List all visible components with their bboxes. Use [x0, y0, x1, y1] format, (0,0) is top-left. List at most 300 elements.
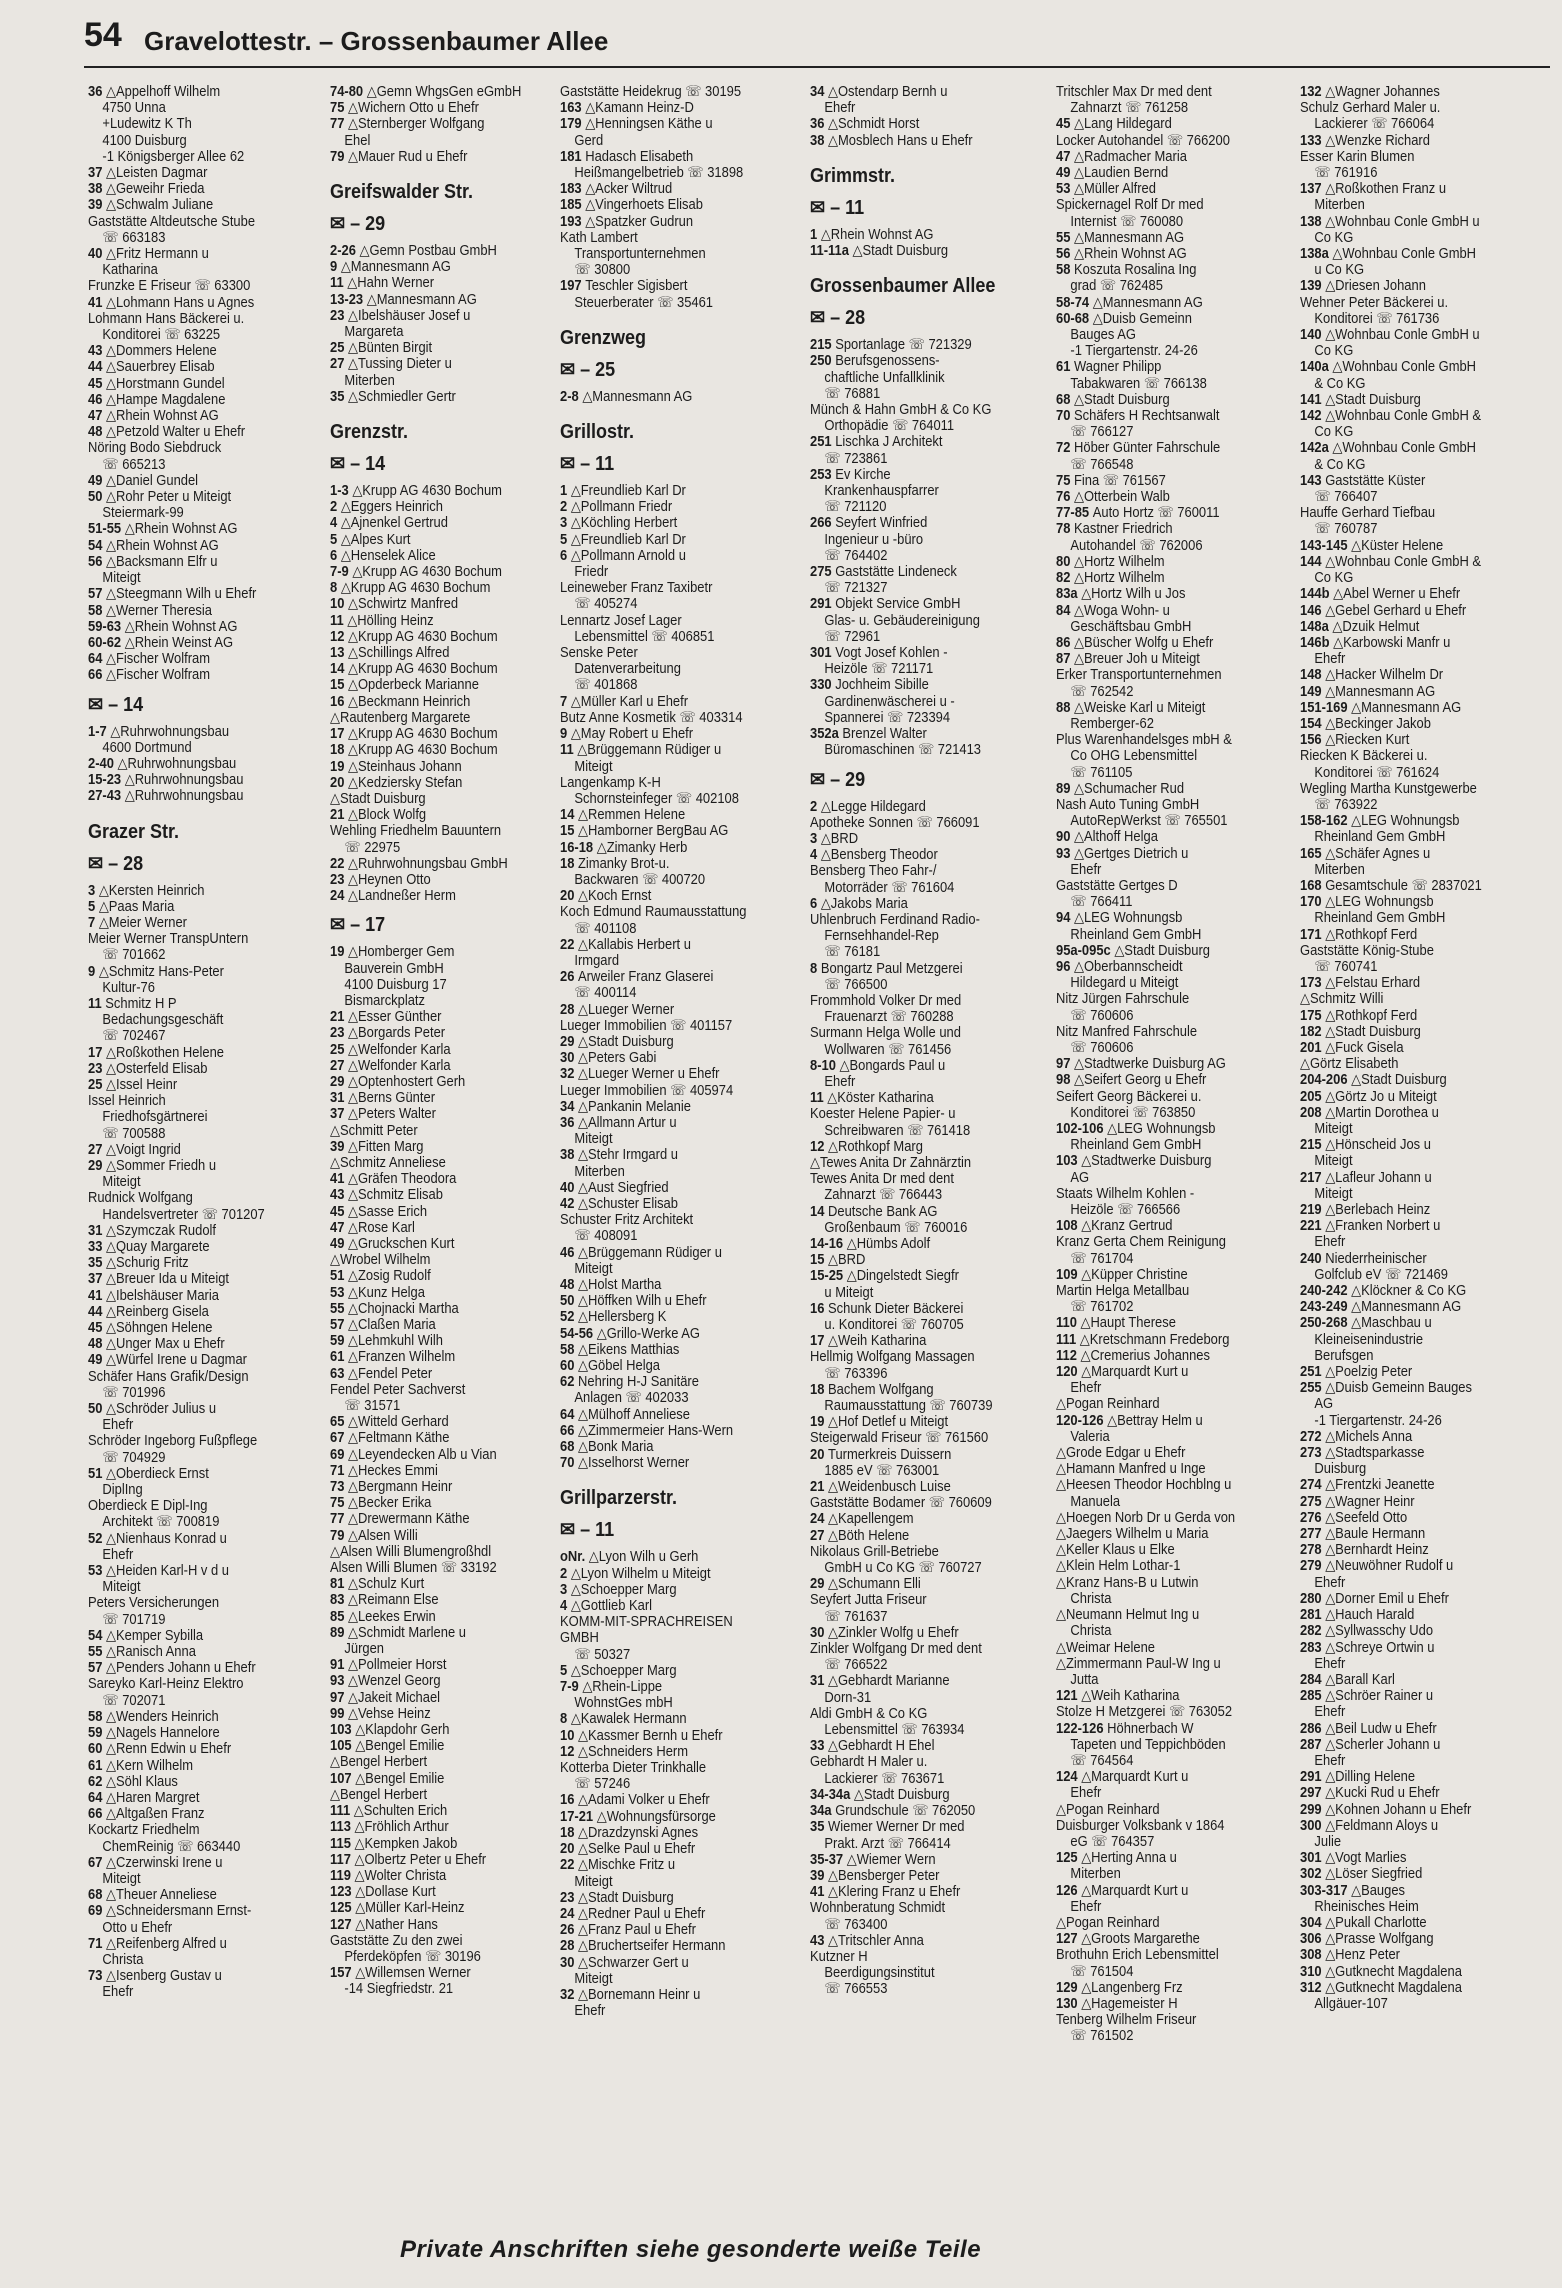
house-number: 25 — [330, 340, 349, 357]
directory-entry — [1056, 554, 1268, 570]
house-number: 57 — [88, 1660, 107, 1677]
entry-text: Schäfers H Rechtsanwalt — [1074, 408, 1220, 425]
directory-entry — [560, 1549, 772, 1565]
house-number: 48 — [88, 1336, 107, 1353]
entry-text: Stolze H Metzgerei ☏ 763052 — [1056, 1704, 1233, 1721]
entry-text: Lohmann Hans Bäckerei u. — [88, 310, 245, 327]
entry-continuation: -1 Königsberger Allee 62 — [102, 148, 245, 165]
entry-text: △Mannesmann AG — [1325, 683, 1436, 700]
entry-text: △Keller Klaus u Elke — [1056, 1542, 1175, 1559]
directory-entry — [88, 1790, 300, 1806]
directory-entry — [88, 1563, 300, 1579]
directory-entry — [1056, 1575, 1268, 1591]
directory-entry — [330, 1609, 542, 1625]
directory-entry — [1300, 1737, 1512, 1753]
entry-text: △Bauges — [1351, 1882, 1406, 1899]
directory-entry — [1300, 1510, 1512, 1526]
house-number: 26 — [560, 969, 579, 986]
entry-continuation: Schornsteinfeger ☏ 402108 — [574, 790, 739, 807]
house-number: 140a — [1300, 359, 1333, 376]
entry-text: △Hauch Harald — [1325, 1607, 1415, 1624]
entry-text: △Wichern Otto u Ehefr — [348, 100, 479, 117]
directory-entry — [88, 1336, 300, 1352]
entry-continuation: Christa — [1070, 1590, 1112, 1607]
directory-entry — [560, 645, 772, 661]
entry-text: Gaststätte Lindeneck — [835, 564, 957, 581]
directory-entry — [1056, 1445, 1268, 1461]
directory-entry — [810, 564, 1022, 580]
entry-text: △Kohnen Johann u Ehefr — [1325, 1801, 1472, 1818]
entry-text: △Pankanin Melanie — [578, 1098, 691, 1115]
entry-text: △Petzold Walter u Ehefr — [106, 424, 246, 441]
entry-continuation: Fernsehhandel-Rep — [824, 928, 939, 945]
entry-continuation: Golfclub eV ☏ 721469 — [1314, 1266, 1448, 1283]
entry-continuation: ☏ 702071 — [102, 1692, 166, 1709]
directory-entry — [1300, 1721, 1512, 1737]
directory-entry — [1300, 327, 1512, 343]
entry-continuation: Rheinisches Heim — [1314, 1898, 1419, 1915]
page-title: Gravelottestr. – Grossenbaumer Allee — [144, 26, 609, 56]
entry-text: △Rohr Peter u Miteigt — [106, 489, 232, 506]
house-number: 49 — [88, 1352, 107, 1369]
entry-continuation: Gardinenwäscherei u - — [824, 693, 955, 710]
directory-entry — [810, 353, 1022, 369]
directory-entry — [810, 677, 1022, 693]
house-number: 1-3 — [330, 483, 353, 500]
entry-text: △Renn Edwin u Ehefr — [106, 1741, 232, 1758]
entry-text: △Alsen Willi — [348, 1527, 418, 1544]
entry-text: △Bensberger Peter — [828, 1867, 940, 1884]
entry-text: △Wohnbau Conle GmbH u — [1325, 327, 1480, 344]
entry-continuation: chaftliche Unfallklinik — [824, 369, 945, 386]
directory-entry — [1056, 2012, 1268, 2028]
directory-entry — [330, 1495, 542, 1511]
entry-text: △Hampe Magdalene — [106, 391, 226, 408]
entry-text: △Stadtsparkasse — [1325, 1445, 1425, 1462]
house-number: 16 — [810, 1300, 829, 1317]
entry-continuation: Architekt ☏ 700819 — [102, 1514, 220, 1531]
house-number: 53 — [1056, 181, 1075, 198]
directory-entry — [330, 149, 542, 165]
directory-entry — [1300, 1056, 1512, 1072]
house-number: 122-126 — [1056, 1720, 1108, 1737]
entry-text: △Kallabis Herbert u — [578, 936, 691, 953]
directory-entry — [810, 1204, 1022, 1220]
entry-text: △Frentzki Jeanette — [1325, 1477, 1435, 1494]
directory-entry — [1300, 214, 1512, 230]
house-number: 70 — [1056, 408, 1075, 425]
entry-continuation: Lackierer ☏ 763671 — [824, 1770, 945, 1787]
directory-entry — [88, 538, 300, 554]
house-number: 142 — [1300, 408, 1326, 425]
entry-text: △Kranz Hans-B u Lutwin — [1056, 1574, 1199, 1591]
directory-entry — [810, 227, 1022, 243]
directory-column-4 — [810, 84, 1022, 1998]
directory-entry — [810, 1819, 1022, 1835]
entry-continuation: ☏ 400114 — [574, 985, 637, 1002]
directory-entry — [1056, 84, 1268, 100]
directory-entry — [810, 726, 1022, 742]
entry-text: Schmitz H P — [105, 995, 177, 1012]
entry-text: △Zimmermann Paul-W Ing u — [1056, 1655, 1221, 1672]
house-number: 117 — [330, 1851, 355, 1868]
entry-text: △Wohnbau Conle GmbH u — [1325, 213, 1480, 230]
entry-text: △Henz Peter — [1325, 1947, 1400, 1964]
directory-entry — [560, 197, 772, 213]
directory-entry — [810, 1933, 1022, 1949]
house-number: 34 — [810, 84, 829, 100]
postal-district: ✉ – 17 — [330, 914, 386, 937]
entry-continuation: Ehefr — [1314, 1234, 1346, 1251]
directory-entry — [810, 645, 1022, 661]
house-number: 219 — [1300, 1202, 1326, 1219]
entry-text: △Büscher Wolfg u Ehefr — [1074, 634, 1214, 651]
entry-text: △Kranz Gertrud — [1081, 1218, 1173, 1235]
entry-continuation: ☏ 702467 — [102, 1028, 166, 1045]
entry-text: △Wenzke Richard — [1325, 132, 1430, 149]
entry-continuation: Friedhofsgärtnerei — [102, 1109, 208, 1126]
entry-text: △Rhein Wohnst AG — [124, 521, 238, 538]
entry-text: △LEG Wohnungsb — [1325, 894, 1434, 911]
directory-entry — [1056, 586, 1268, 602]
directory-entry — [560, 100, 772, 116]
entry-continuation: Miterben — [344, 372, 395, 389]
directory-entry — [88, 311, 300, 327]
entry-continuation: Kultur-76 — [102, 979, 155, 996]
house-number: 26 — [560, 1922, 579, 1939]
entry-text: Schröder Ingeborg Fußpflege — [88, 1433, 258, 1450]
entry-continuation: Steuerberater ☏ 35461 — [574, 294, 714, 311]
entry-continuation: Katharina — [102, 262, 158, 279]
directory-entry — [810, 1868, 1022, 1884]
directory-entry — [560, 1809, 772, 1825]
entry-text: △Grode Edgar u Ehefr — [1056, 1445, 1186, 1462]
house-number: 27 — [810, 1527, 829, 1544]
entry-text: Uhlenbruch Ferdinand Radio- — [810, 911, 980, 928]
entry-continuation: Bauges AG — [1070, 327, 1136, 344]
house-number: 352a — [810, 726, 843, 743]
directory-entry — [1056, 1267, 1268, 1283]
directory-entry — [1300, 732, 1512, 748]
house-number: 79 — [330, 148, 349, 165]
entry-text: △Welfonder Karla — [348, 1041, 451, 1058]
house-number: 58 — [1056, 262, 1075, 279]
house-number: 126 — [1056, 1882, 1082, 1899]
directory-entry — [1300, 1607, 1512, 1623]
house-number: 29 — [810, 1576, 829, 1593]
directory-entry — [810, 1025, 1022, 1041]
directory-entry — [1300, 586, 1512, 602]
postal-district: ✉ – 25 — [560, 358, 616, 381]
directory-entry — [1300, 748, 1512, 764]
entry-continuation: ☏ 665213 — [102, 456, 166, 473]
house-number: 276 — [1300, 1509, 1326, 1526]
entry-text: △Kamann Heinz-D — [585, 100, 694, 117]
entry-text: △Oberdieck Ernst — [106, 1465, 209, 1482]
directory-entry — [330, 1479, 542, 1495]
entry-text: △Schurig Fritz — [106, 1255, 189, 1272]
entry-continuation: ☏ 72961 — [824, 628, 881, 645]
house-number: 37 — [88, 1271, 107, 1288]
house-number: 19 — [330, 758, 349, 775]
street-heading: Grenzstr. — [330, 421, 409, 444]
entry-text: △Laudien Bernd — [1074, 165, 1169, 182]
entry-text: △Lohmann Hans u Agnes — [106, 294, 255, 311]
entry-text: △Zimanky Herb — [596, 839, 688, 856]
house-number: 98 — [1056, 1072, 1075, 1089]
directory-entry — [810, 1349, 1022, 1365]
entry-text: △Karbowski Manfr u — [1333, 634, 1451, 651]
directory-entry — [88, 899, 300, 915]
entry-text: △Otterbein Walb — [1074, 489, 1170, 506]
entry-text: △Stehr Irmgard u — [578, 1147, 678, 1164]
entry-continuation: 4600 Dortmund — [102, 739, 192, 756]
house-number: 40 — [88, 246, 107, 263]
house-number: 124 — [1056, 1769, 1082, 1786]
house-number: 5 — [88, 898, 99, 915]
entry-continuation: ☏ 761702 — [1070, 1299, 1134, 1316]
entry-text: Vogt Josef Kohlen - — [835, 645, 948, 662]
directory-entry — [330, 1868, 542, 1884]
entry-text: △Stadt Duisburg — [1074, 391, 1170, 408]
entry-text: △Isenberg Gustav u — [106, 1968, 222, 1985]
house-number: 24 — [560, 1905, 579, 1922]
house-number: 41 — [810, 1884, 829, 1901]
house-number: 45 — [330, 1203, 349, 1220]
directory-entry — [330, 1058, 542, 1074]
directory-entry — [88, 554, 300, 570]
entry-text: △Krupp AG 4630 Bochum — [352, 483, 502, 500]
entry-text: Höhnerbach W — [1107, 1720, 1194, 1737]
directory-entry — [330, 613, 542, 629]
entry-text: △Allmann Artur u — [578, 1114, 677, 1131]
entry-text: Wehling Friedhelm Bauuntern — [330, 823, 502, 840]
street-heading: Grenzweg — [560, 326, 647, 349]
house-number: 6 — [330, 547, 341, 564]
directory-entry — [1056, 1072, 1268, 1088]
directory-entry — [560, 969, 772, 985]
house-number: 291 — [1300, 1769, 1326, 1786]
entry-text: △Rhein Weinst AG — [124, 634, 234, 651]
entry-continuation: Hildegard u Miteigt — [1070, 975, 1179, 992]
entry-text: △Krupp AG 4630 Bochum — [348, 742, 498, 759]
house-number: 71 — [88, 1935, 107, 1952]
house-number: 4 — [330, 515, 341, 532]
directory-entry — [88, 1304, 300, 1320]
directory-entry — [1300, 505, 1512, 521]
house-number: 137 — [1300, 181, 1326, 198]
house-number: 1-7 — [88, 723, 111, 740]
house-number: 302 — [1300, 1866, 1326, 1883]
entry-text: △Ruhrwohnungsbau — [124, 788, 244, 805]
entry-text: △Koch Ernst — [578, 888, 652, 905]
entry-text: △Claßen Maria — [348, 1317, 436, 1333]
directory-entry — [1056, 1769, 1268, 1785]
directory-entry — [330, 1171, 542, 1187]
house-number: 31 — [810, 1673, 829, 1690]
entry-continuation: u Miteigt — [824, 1284, 874, 1301]
entry-text: △Heesen Theodor Hochblng u — [1056, 1477, 1232, 1494]
directory-entry — [330, 515, 542, 531]
entry-text: Koester Helene Papier- u — [810, 1106, 956, 1123]
house-number: 46 — [88, 391, 107, 408]
entry-text: △Jakobs Maria — [820, 895, 908, 912]
entry-text: △Schoepper Marg — [570, 1581, 677, 1598]
directory-entry — [88, 1774, 300, 1790]
directory-entry — [1300, 1688, 1512, 1704]
entry-text: △Küster Helene — [1351, 537, 1444, 554]
directory-entry — [330, 389, 542, 405]
house-number: 301 — [810, 645, 836, 662]
directory-entry — [810, 993, 1022, 1009]
directory-entry — [560, 1245, 772, 1261]
house-number: 35 — [88, 1255, 107, 1272]
entry-text: △Schumann Elli — [828, 1576, 921, 1593]
entry-continuation: Jürgen — [344, 1641, 385, 1658]
entry-text: △Gottlieb Karl — [570, 1598, 653, 1615]
entry-continuation: u Co KG — [1314, 262, 1365, 279]
entry-text: △Stadt Duisburg — [1114, 942, 1210, 959]
house-number: 19 — [810, 1414, 829, 1431]
entry-text: △Löser Siegfried — [1325, 1866, 1423, 1883]
directory-entry — [560, 1938, 772, 1954]
entry-continuation: GmbH u Co KG ☏ 760727 — [824, 1560, 982, 1577]
entry-text: △LEG Wohnungsb — [1107, 1121, 1216, 1137]
directory-entry — [560, 1711, 772, 1727]
entry-text: △Mülhoff Anneliese — [578, 1406, 690, 1423]
house-number: 217 — [1300, 1169, 1326, 1186]
entry-text: Auto Hortz ☏ 760011 — [1092, 505, 1220, 522]
directory-entry — [88, 788, 300, 804]
entry-text: Gesamtschule ☏ 2837021 — [1325, 877, 1482, 894]
house-number: 208 — [1300, 1104, 1326, 1121]
house-number: 3 — [560, 515, 571, 532]
house-number: 132 — [1300, 84, 1326, 100]
entry-text: △Mannesmann AG — [1074, 229, 1185, 246]
entry-text: Apotheke Sonnen ☏ 766091 — [810, 814, 980, 831]
directory-entry — [560, 1358, 772, 1374]
house-number: 274 — [1300, 1477, 1326, 1494]
house-number: 29 — [330, 1073, 349, 1090]
directory-entry — [1300, 246, 1512, 262]
directory-entry — [1056, 1218, 1268, 1234]
entry-text: △Esser Günther — [348, 1009, 442, 1026]
entry-text: △Söhl Klaus — [106, 1773, 178, 1790]
entry-text: △Krupp AG 4630 Bochum — [348, 661, 498, 678]
entry-text: △Scherler Johann u — [1325, 1736, 1441, 1753]
house-number: 24 — [330, 888, 349, 905]
directory-entry — [560, 1374, 772, 1390]
directory-entry — [1056, 570, 1268, 586]
entry-text: △Hoegen Norb Dr u Gerda von — [1056, 1509, 1236, 1526]
entry-continuation: ☏ 764564 — [1070, 1752, 1134, 1769]
entry-text: △Jaegers Wilhelm u Maria — [1056, 1526, 1209, 1543]
entry-text: △Eggers Heinrich — [340, 499, 443, 516]
entry-text: Hadasch Elisabeth — [585, 148, 694, 165]
house-number: 144b — [1300, 586, 1334, 603]
entry-text: △Ruhrwohnungsbau — [110, 723, 230, 740]
entry-text: △Willemsen Werner — [355, 1965, 471, 1982]
entry-text: △Schmidt Marlene u — [348, 1624, 466, 1641]
house-number: 76 — [1056, 489, 1075, 506]
directory-entry — [330, 275, 542, 291]
directory-entry — [1300, 1429, 1512, 1445]
entry-continuation: ☏ 704929 — [102, 1449, 166, 1466]
directory-entry — [810, 1301, 1022, 1317]
entry-text: △Hortz Wilhelm — [1074, 570, 1165, 587]
directory-entry — [560, 937, 772, 953]
house-number: 3 — [560, 1581, 571, 1598]
directory-entry — [560, 1342, 772, 1358]
entry-text: △Küpper Christine — [1081, 1266, 1188, 1283]
entry-continuation: ☏ 30800 — [574, 262, 631, 279]
directory-entry — [88, 1142, 300, 1158]
directory-entry — [560, 1598, 772, 1614]
entry-continuation: Ehefr — [1070, 1785, 1102, 1802]
directory-entry — [330, 1301, 542, 1317]
directory-entry — [810, 1495, 1022, 1511]
directory-entry — [330, 1204, 542, 1220]
house-number: 54 — [88, 1627, 107, 1644]
directory-entry — [1056, 1802, 1268, 1818]
entry-text: △Kretschmann Fredeborg — [1079, 1331, 1230, 1348]
entry-text: △Becker Erika — [348, 1495, 432, 1512]
entry-text: △Görtz Elisabeth — [1300, 1056, 1399, 1073]
entry-text: △Lyon Wilhelm u Miteigt — [570, 1565, 711, 1582]
entry-continuation: Beerdigungsinstitut — [824, 1965, 935, 1982]
house-number: 144 — [1300, 553, 1326, 570]
entry-continuation: ☏ 763400 — [824, 1916, 888, 1933]
entry-text: △Stadt Duisburg — [1351, 1072, 1447, 1089]
directory-entry — [330, 1009, 542, 1025]
house-number: 158-162 — [1300, 813, 1352, 830]
entry-text: △Hönscheid Jos u — [1325, 1137, 1431, 1154]
directory-entry — [330, 645, 542, 661]
directory-column-5 — [1056, 84, 1268, 2045]
directory-entry — [810, 799, 1022, 815]
entry-text: △Remmen Helene — [578, 807, 686, 824]
directory-entry — [810, 596, 1022, 612]
house-number: 72 — [1056, 440, 1075, 457]
house-number: 32 — [560, 1986, 579, 2003]
house-number: 52 — [88, 1530, 107, 1547]
house-number: 33 — [88, 1239, 107, 1255]
house-number: 57 — [330, 1317, 349, 1333]
entry-continuation: Autohandel ☏ 762006 — [1070, 537, 1203, 554]
entry-continuation: ☏ 663183 — [102, 229, 166, 246]
entry-continuation: Friedr — [574, 564, 609, 581]
directory-entry — [560, 1614, 772, 1646]
directory-entry — [560, 1002, 772, 1018]
entry-text: △Backsmann Elfr u — [106, 553, 218, 570]
house-number: 51 — [88, 1465, 107, 1482]
entry-continuation: Ehefr — [824, 1073, 856, 1090]
directory-entry — [88, 1223, 300, 1239]
directory-entry — [1300, 1785, 1512, 1801]
house-number: 154 — [1300, 715, 1326, 732]
entry-text: Sportanlage ☏ 721329 — [835, 337, 972, 354]
entry-text: △Gräfen Theodora — [348, 1171, 457, 1188]
directory-entry — [88, 1190, 300, 1206]
directory-entry — [810, 337, 1022, 353]
house-number: 204-206 — [1300, 1072, 1352, 1089]
entry-text: △Freundlieb Karl Dr — [570, 531, 686, 548]
entry-text: Frunzke E Friseur ☏ 63300 — [88, 278, 251, 295]
entry-text: △Schneiders Herm — [578, 1743, 689, 1760]
entry-text: Nöring Bodo Siebdruck — [88, 440, 222, 457]
directory-entry — [1300, 1105, 1512, 1121]
directory-entry — [88, 1158, 300, 1174]
